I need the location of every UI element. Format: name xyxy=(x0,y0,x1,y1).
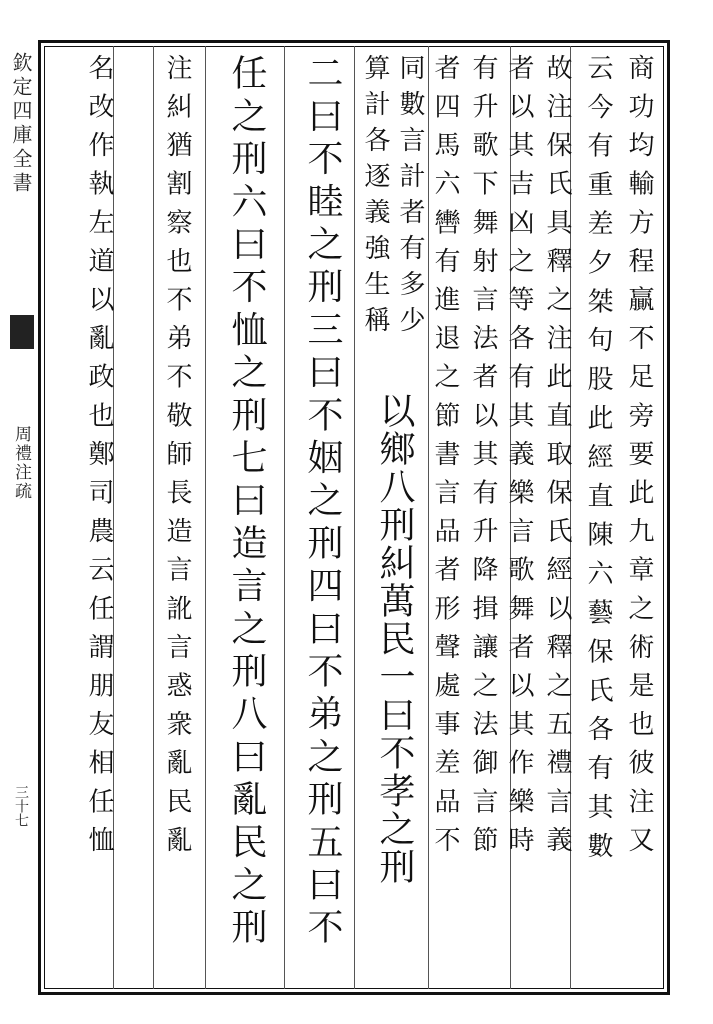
text-column-3: 故注保氏具釋之注此直取保氏經以釋之五禮言義 xyxy=(542,54,572,865)
main-text-column-1: 二曰不睦之刑三曰不姻之刑四曰不弟之刑五曰不 xyxy=(302,54,343,951)
column-rule xyxy=(284,46,285,989)
column-rule xyxy=(354,46,355,989)
column-rule xyxy=(205,46,206,989)
column-rule xyxy=(153,46,154,989)
book-title: 周禮注疏 xyxy=(11,425,31,501)
text-column-2: 云今有重差夕桀句股此經直陳六藝保氏各有其數 xyxy=(583,54,613,871)
page-number: 三十七 xyxy=(13,785,29,827)
text-column-7a: 同數言計者有多少 xyxy=(395,54,425,342)
text-column-7b: 算計各逐義強生稱 xyxy=(360,54,390,342)
text-column-6: 者四馬六轡有進退之節書言品者形聲處事差品不 xyxy=(430,54,460,865)
text-column-1: 商功均輸方程贏不足旁要此九章之術是也彼注又 xyxy=(624,54,654,865)
library-title: 欽定四庫全書 xyxy=(9,52,33,196)
main-text-inline: 以鄉八刑糾萬民一曰不孝之刑 xyxy=(374,392,415,886)
text-column-5: 有升歌下舞射言法者以其有升降揖讓之法御言節 xyxy=(468,54,498,865)
main-text-column-2: 任之刑六曰不恤之刑七曰造言之刑八曰亂民之刑 xyxy=(226,54,267,951)
text-column-8: 注糾猶割察也不弟不敬師長造言訛言惑衆亂民亂 xyxy=(162,54,192,865)
text-column-4: 者以其吉凶之等各有其義樂言歌舞者以其作樂時 xyxy=(504,54,534,865)
fishtail-mark xyxy=(10,315,34,349)
text-column-9: 名改作執左道以亂政也鄭司農云任謂朋友相任恤 xyxy=(84,54,114,865)
